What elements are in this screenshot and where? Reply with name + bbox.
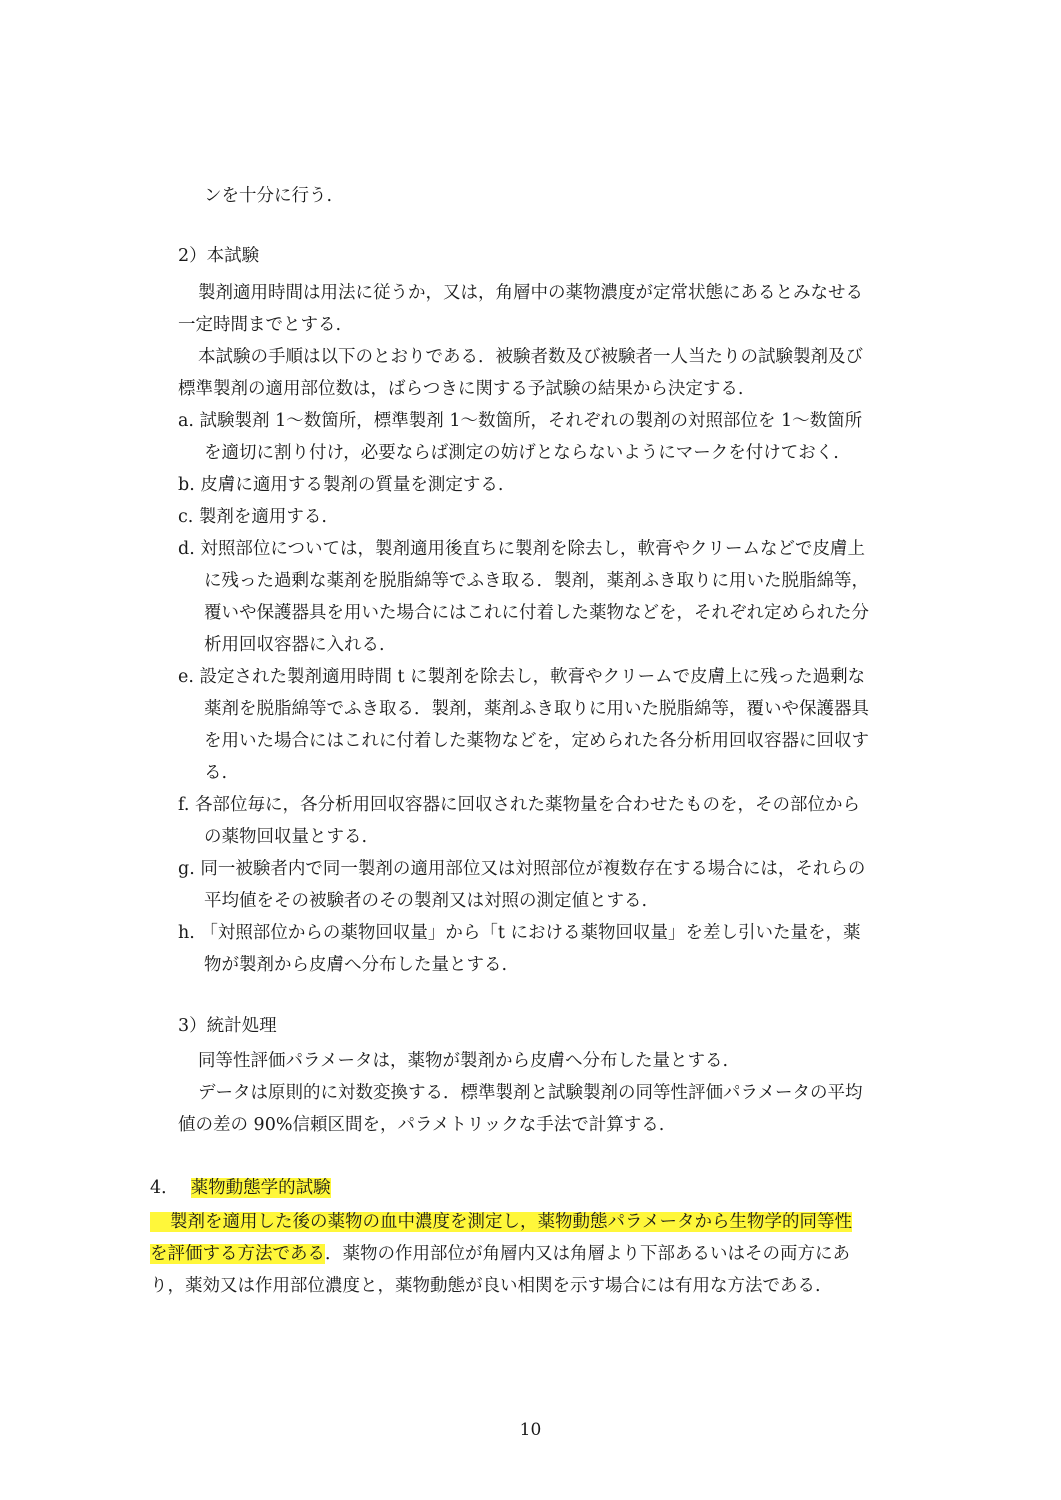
main-test-para2-line1: 本試験の手順は以下のとおりである．被験者数及び被験者一人当たりの試験製剤及び (198, 347, 863, 367)
step-f-line2: の薬物回収量とする. (204, 827, 368, 847)
main-test-para1-line2: 一定時間までとする. (178, 315, 342, 335)
section4-heading (150, 1176, 331, 1200)
section4-title: 薬物動態学的試験 (190, 1178, 331, 1198)
section4-line2 (150, 1242, 850, 1266)
stats-para2-line2: 値の差の 90%信頼区間を，パラメトリックな手法で計算する. (178, 1115, 665, 1135)
step-d-line3: 覆いや保護器具を用いた場合にはこれに付着した薬物などを，それぞれ定められた分 (204, 603, 869, 623)
step-h-line2: 物が製剤から皮膚へ分布した量とする. (204, 955, 508, 975)
step-g-line1: g. 同一被験者内で同一製剤の適用部位又は対照部位が複数存在する場合には，それらの (178, 859, 866, 879)
step-d-line1: d. 対照部位については，製剤適用後直ちに製剤を除去し，軟膏やクリームなどで皮膚上 (178, 539, 865, 559)
step-b-line1: b. 皮膚に適用する製剤の質量を測定する. (178, 475, 504, 495)
stats-para2-line1: データは原則的に対数変換する．標準製剤と試験製剤の同等性評価パラメータの平均 (198, 1083, 863, 1103)
stats-para1: 同等性評価パラメータは，薬物が製剤から皮膚へ分布した量とする. (198, 1051, 729, 1071)
step-c-line1: c. 製剤を適用する. (178, 507, 327, 527)
step-f-line1: f. 各部位毎に，各分析用回収容器に回収された薬物量を合わせたものを，その部位から (178, 795, 860, 815)
section4-number: 4． (150, 1178, 179, 1198)
step-a-line2: を適切に割り付け，必要ならば測定の妨げとならないようにマークを付けておく. (204, 443, 839, 463)
step-d-line4: 析用回収容器に入れる. (204, 635, 385, 655)
step-g-line2: 平均値をその被験者のその製剤又は対照の測定値とする. (204, 891, 648, 911)
step-a-line1: a. 試験製剤 1〜数箇所，標準製剤 1〜数箇所，それぞれの製剤の対照部位を 1〜数箇所 (178, 411, 863, 431)
main-test-para1-line1: 製剤適用時間は用法に従うか，又は，角層中の薬物濃度が定常状態にあるとみなせる (198, 283, 863, 303)
page-number: 10 (519, 1420, 542, 1440)
heading-main-test: 2）本試験 (178, 246, 260, 266)
heading-stats: 3）統計処理 (178, 1016, 277, 1036)
section4-line2-highlight: を評価する方法である (150, 1244, 325, 1264)
continuation-line: ンを十分に行う. (204, 186, 333, 206)
step-e-line3: を用いた場合にはこれに付着した薬物などを，定められた各分析用回収容器に回収す (204, 731, 869, 751)
section4-line1 (150, 1210, 852, 1234)
step-h-line1: h. 「対照部位からの薬物回収量」から「t における薬物回収量」を差し引いた量を，薬 (178, 923, 861, 943)
step-d-line2: に残った過剰な薬剤を脱脂綿等でふき取る．製剤，薬剤ふき取りに用いた脱脂綿等， (204, 571, 869, 591)
section4-line2-rest: ．薬物の作用部位が角層内又は角層より下部あるいはその両方にあ (325, 1244, 850, 1264)
step-e-line1: e. 設定された製剤適用時間 t に製剤を除去し，軟膏やクリームで皮膚上に残った過剰な (178, 667, 866, 687)
section4-line3: り，薬効又は作用部位濃度と，薬物動態が良い相関を示す場合には有用な方法である. (150, 1276, 821, 1296)
step-e-line2: 薬剤を脱脂綿等でふき取る．製剤，薬剤ふき取りに用いた脱脂綿等，覆いや保護器具 (204, 699, 869, 719)
main-test-para2-line2: 標準製剤の適用部位数は，ばらつきに関する予試験の結果から決定する. (178, 379, 744, 399)
section4-line1-text: 製剤を適用した後の薬物の血中濃度を測定し，薬物動態パラメータから生物学的同等性 (150, 1212, 852, 1232)
step-e-line4: る. (204, 763, 228, 783)
